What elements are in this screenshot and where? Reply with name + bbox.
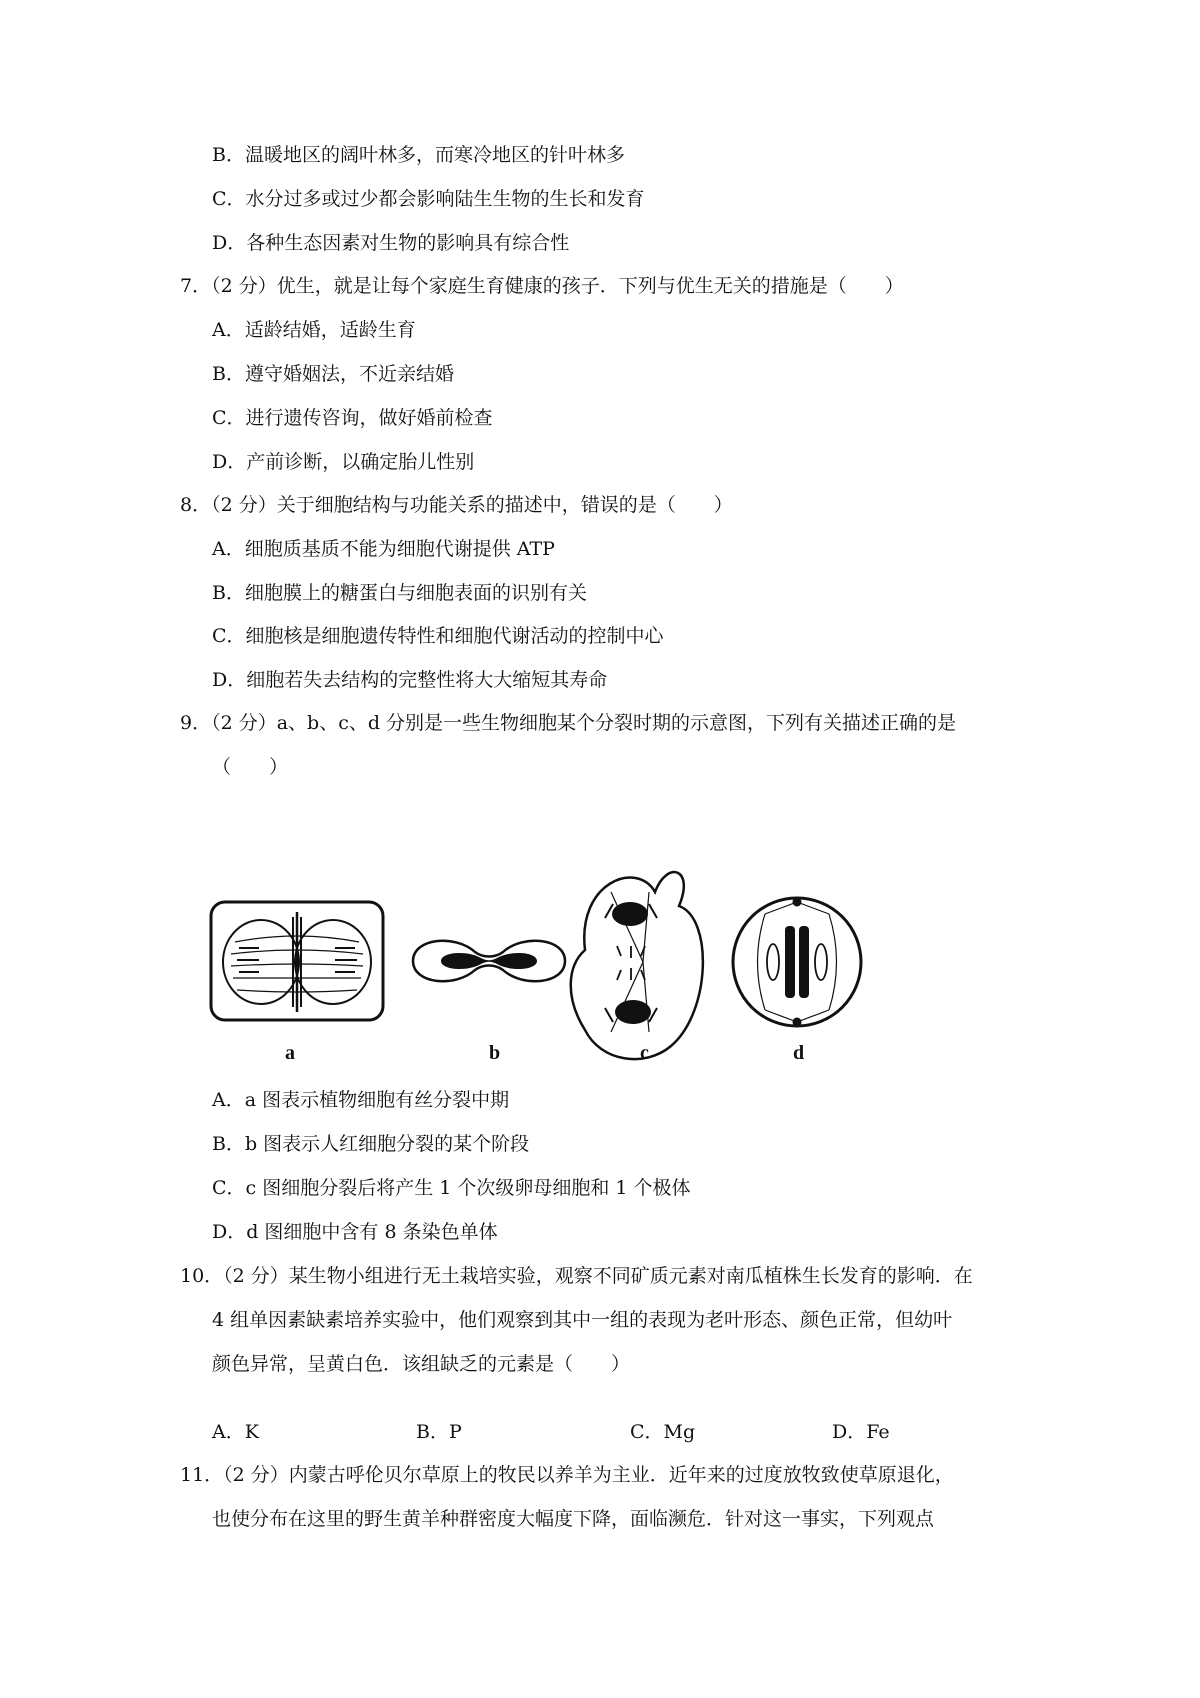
q8-option-c: C．细胞核是细胞遗传特性和细胞代谢活动的控制中心 bbox=[212, 625, 664, 647]
q7-stem: 7．（2 分）优生，就是让每个家庭生育健康的孩子．下列与优生无关的措施是（ ） bbox=[180, 275, 904, 297]
q6-option-d: D．各种生态因素对生物的影响具有综合性 bbox=[212, 232, 570, 254]
q8-option-d: D．细胞若失去结构的完整性将大大缩短其寿命 bbox=[212, 669, 608, 691]
q10-stem-line3: 颜色异常，呈黄白色．该组缺乏的元素是（ ） bbox=[212, 1353, 631, 1375]
q9-stem: 9．（2 分）a、b、c、d 分别是一些生物细胞某个分裂时期的示意图，下列有关描述正确的是 bbox=[180, 712, 957, 734]
q10-option-c: C．Mg bbox=[630, 1421, 696, 1443]
diagram-c bbox=[571, 872, 703, 1059]
q10-option-b: B．P bbox=[416, 1421, 462, 1443]
q9-stem-paren: （ ） bbox=[212, 756, 289, 778]
q7-option-b: B．遵守婚姻法，不近亲结婚 bbox=[212, 363, 454, 385]
q10-stem-line2: 4 组单因素缺素培养实验中，他们观察到其中一组的表现为老叶形态、颜色正常，但幼叶 bbox=[212, 1309, 953, 1331]
figure-label-d: d bbox=[793, 1042, 805, 1064]
diagram-d bbox=[733, 898, 861, 1026]
figure-label-b: b bbox=[489, 1042, 501, 1064]
q11-stem: 11．（2 分）内蒙古呼伦贝尔草原上的牧民以养羊为主业．近年来的过度放牧致使草原退化， bbox=[180, 1464, 954, 1486]
q9-option-b: B．b 图表示人红细胞分裂的某个阶段 bbox=[212, 1133, 530, 1155]
q8-option-b: B．细胞膜上的糖蛋白与细胞表面的识别有关 bbox=[212, 582, 587, 604]
q11-stem-line2: 也使分布在这里的野生黄羊种群密度大幅度下降，面临濒危．针对这一事实，下列观点 bbox=[212, 1508, 935, 1530]
figure-label-a: a bbox=[285, 1042, 295, 1064]
q9-option-a: A．a 图表示植物细胞有丝分裂中期 bbox=[212, 1089, 510, 1111]
q9-option-c: C．c 图细胞分裂后将产生 1 个次级卵母细胞和 1 个极体 bbox=[212, 1177, 691, 1199]
q8-option-a: A．细胞质基质不能为细胞代谢提供 ATP bbox=[212, 538, 555, 560]
q10-stem: 10．（2 分）某生物小组进行无土栽培实验，观察不同矿质元素对南瓜植株生长发育的影响．在 bbox=[180, 1265, 973, 1287]
q7-option-d: D．产前诊断，以确定胎儿性别 bbox=[212, 451, 475, 473]
q6-option-b: B．温暖地区的阔叶林多，而寒冷地区的针叶林多 bbox=[212, 144, 625, 166]
figure-label-c: c bbox=[640, 1042, 649, 1064]
q10-option-d: D．Fe bbox=[832, 1421, 890, 1443]
q9-option-d: D．d 图细胞中含有 8 条染色单体 bbox=[212, 1221, 498, 1243]
diagram-b bbox=[413, 941, 565, 982]
q7-option-c: C．进行遗传咨询，做好婚前检查 bbox=[212, 407, 493, 429]
q6-option-c: C．水分过多或过少都会影响陆生生物的生长和发育 bbox=[212, 188, 645, 210]
q8-stem: 8．（2 分）关于细胞结构与功能关系的描述中，错误的是（ ） bbox=[180, 494, 733, 516]
diagram-a bbox=[211, 902, 383, 1020]
cell-division-figure bbox=[205, 862, 885, 1077]
q7-option-a: A．适龄结婚，适龄生育 bbox=[212, 319, 416, 341]
q10-option-a: A．K bbox=[212, 1421, 259, 1443]
